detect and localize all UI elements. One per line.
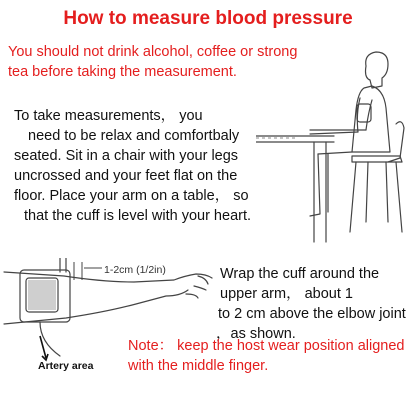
instruction-line: seated. Sit in a chair with your legs — [14, 148, 239, 164]
note-line: with the middle finger. — [128, 358, 269, 374]
cuff-instruction-line: Wrap the cuff around the — [220, 266, 380, 282]
cuff-instruction-line: to 2 cm above the elbow joint — [218, 306, 406, 322]
seated-person-illustration — [256, 44, 416, 254]
measurement-label: 1-2cm (1/2in) — [104, 264, 166, 276]
warning-line: tea before taking the measurement. — [8, 64, 237, 80]
cuff-instruction-line: upper arm， about 1 — [220, 286, 353, 302]
note-text — [128, 336, 416, 376]
artery-area-label: Artery area — [38, 360, 94, 372]
instruction-line: that the cuff is level with your heart. — [24, 208, 252, 224]
page-title: How to measure blood pressure — [63, 8, 353, 29]
instruction-line: To take measurements， you — [14, 108, 203, 124]
instruction-line: need to be relax and comfortbaly — [28, 128, 240, 144]
instruction-line: floor. Place your arm on a table， so — [14, 188, 249, 204]
instruction-line: uncrossed and your feet flat on the — [14, 168, 238, 184]
cuff-instruction-line: ，as shown. — [216, 326, 296, 342]
note-line: Note： keep the host wear position aligned — [128, 338, 405, 354]
warning-line: You should not drink alcohol, coffee or strong — [8, 44, 298, 60]
cuff-instructions — [216, 264, 416, 344]
